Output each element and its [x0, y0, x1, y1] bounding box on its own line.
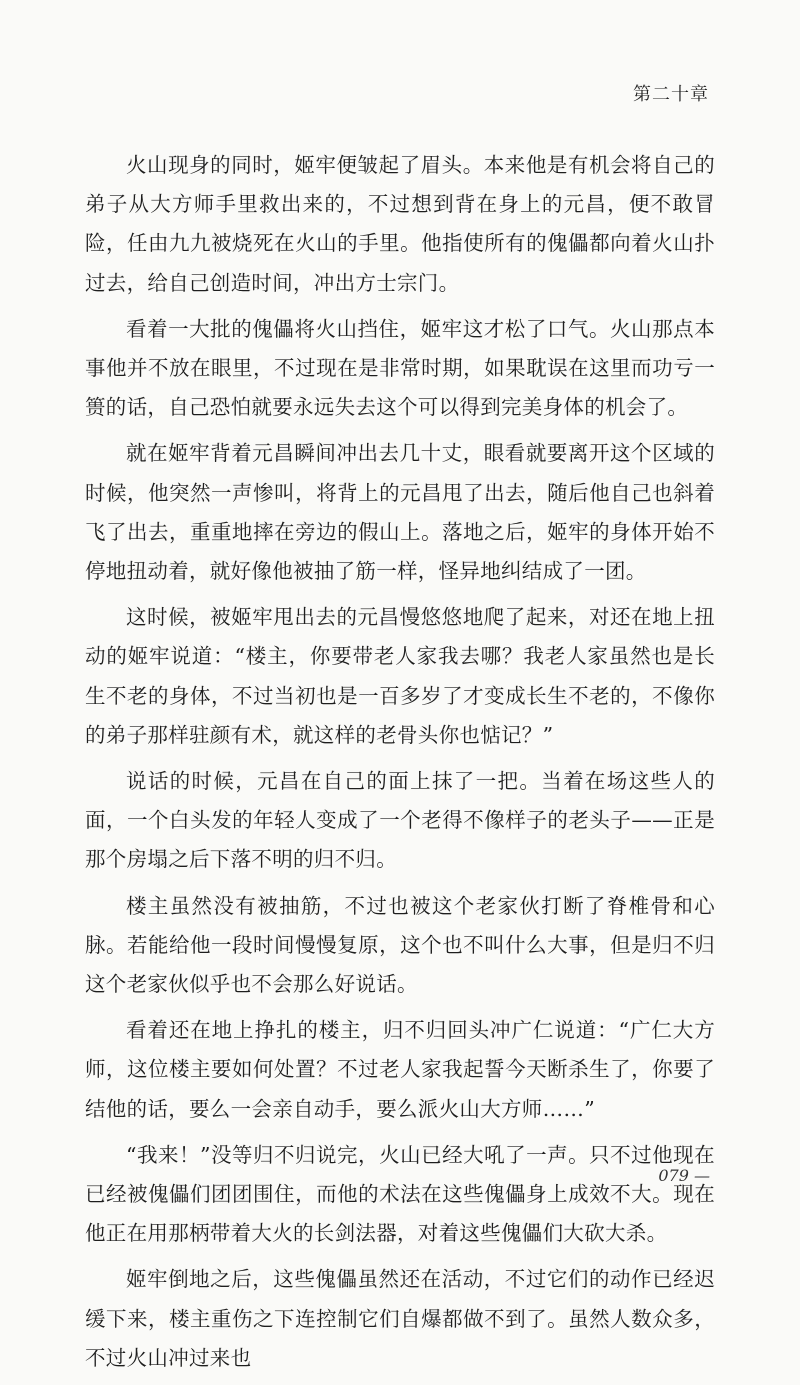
paragraph: 看着还在地上挣扎的楼主，归不归回头冲广仁说道：“广仁大方师，这位楼主要如何处置？不过老人家我起誓今天断杀生了，你要了结他的话，要么一会亲自动手，要么派火山大方师……” [85, 1018, 715, 1121]
paragraph: 就在姬牢背着元昌瞬间冲出去几十丈，眼看就要离开这个区域的时候，他突然一声惨叫，将背上的元昌甩了出去，随后他自己也斜着飞了出去，重重地摔在旁边的假山上。落地之后，姬牢的身体开始不停地扭动着，就好像他被抽了筋一样，怪异地纠结成了一团。 [85, 441, 715, 584]
page-number: 079 — [658, 1166, 710, 1185]
paragraph: “我来！”没等归不归说完，火山已经大吼了一声。只不过他现在已经被傀儡们团团围住，而他的术法在这些傀儡身上成效不大。现在他正在用那柄带着大火的长剑法器，对着这些傀儡们大砍大杀。 [85, 1142, 715, 1246]
chapter-header: 第二十章 [633, 84, 709, 105]
paragraph: 楼主虽然没有被抽筋，不过也被这个老家伙打断了脊椎骨和心脉。若能给他一段时间慢慢复原，这个也不叫什么大事，但是归不归这个老家伙似乎也不会那么好说话。 [85, 893, 715, 997]
body-text [85, 146, 715, 1385]
paragraph: 火山现身的同时，姬牢便皱起了眉头。本来他是有机会将自己的弟子从大方师手里救出来的，不过想到背在身上的元昌，便不敢冒险，任由九九被烧死在火山的手里。他指使所有的傀儡都向着火山扑过去，给自己创造时间，冲出方士宗门。 [85, 153, 715, 295]
paragraph: 姬牢倒地之后，这些傀儡虽然还在活动，不过它们的动作已经迟缓下来，楼主重伤之下连控制它们自爆都做不到了。虽然人数众多，不过火山冲过来也 [85, 1267, 715, 1370]
paragraph: 说话的时候，元昌在自己的面上抹了一把。当着在场这些人的面，一个白头发的年轻人变成了一个老得不像样子的老头子——正是那个房塌之后下落不明的归不归。 [85, 769, 715, 872]
paragraph: 这时候，被姬牢甩出去的元昌慢悠悠地爬了起来，对还在地上扭动的姬牢说道：“楼主，你要带老人家我去哪？我老人家虽然也是长生不老的身体，不过当初也是一百多岁了才变成长生不老的，不像你的弟子那样驻颜有术，就这样的老骨头你也惦记？” [85, 605, 715, 747]
paragraph: 看着一大批的傀儡将火山挡住，姬牢这才松了口气。火山那点本事他并不放在眼里，不过现在是非常时期，如果耽误在这里而功亏一篑的话，自己恐怕就要永远失去这个可以得到完美身体的机会了。 [85, 316, 715, 420]
